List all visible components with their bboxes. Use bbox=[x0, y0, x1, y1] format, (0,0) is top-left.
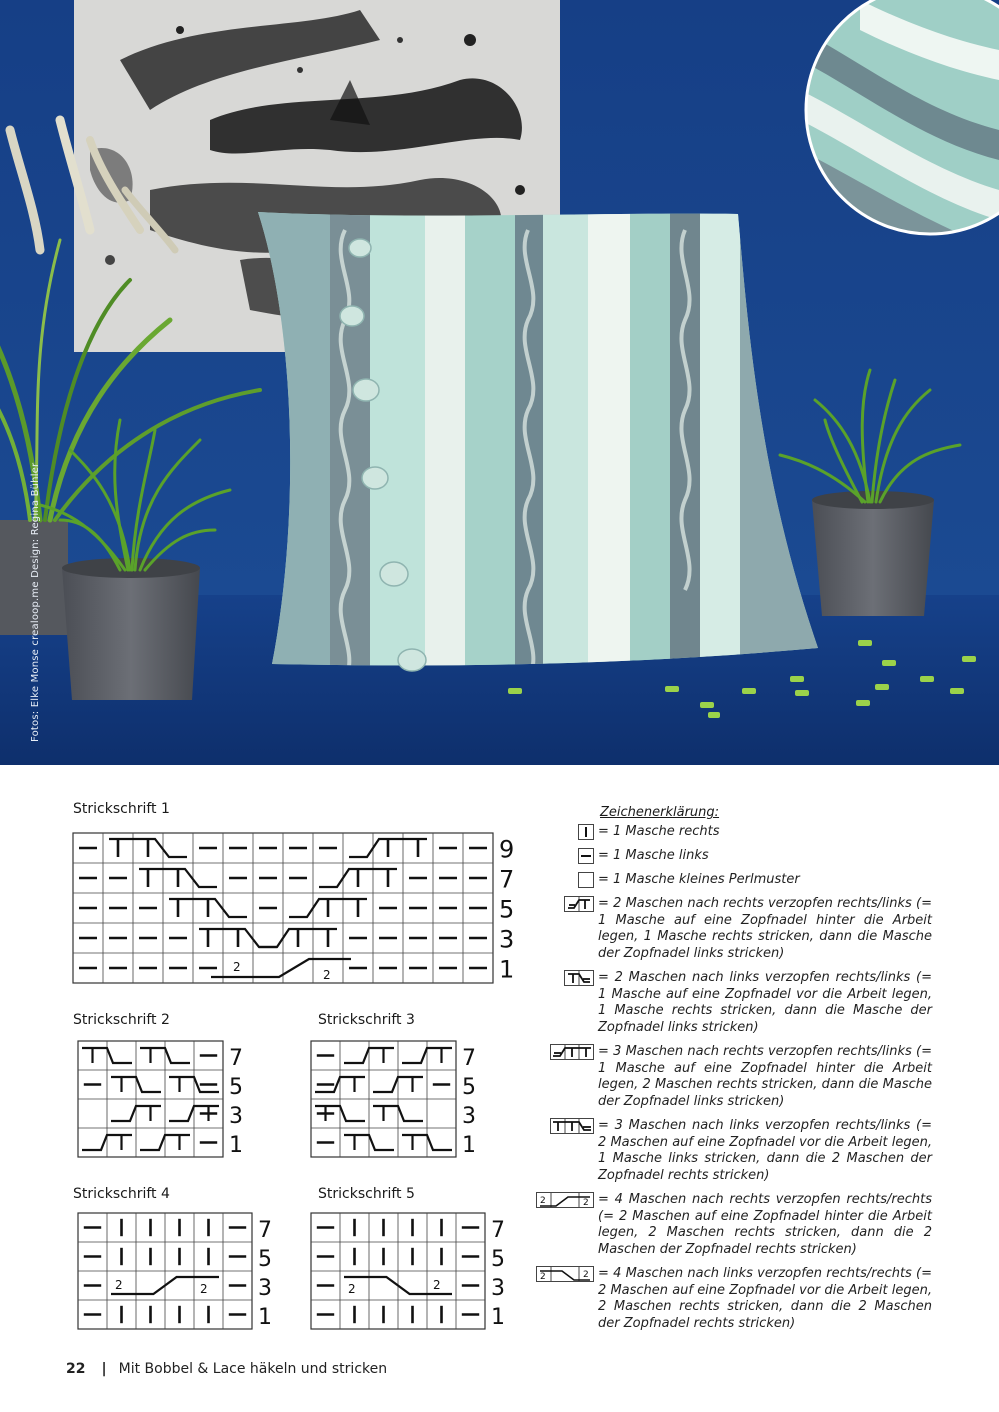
page-footer bbox=[66, 1361, 387, 1377]
cable-count-label: 2 bbox=[433, 1278, 441, 1292]
page-number: 22 bbox=[66, 1361, 86, 1377]
chart-2-title: Strickschrift 2 bbox=[73, 1012, 170, 1028]
cable-count-label: 2 bbox=[540, 1196, 546, 1206]
row-number: 5 bbox=[499, 895, 515, 924]
row-number: 7 bbox=[258, 1217, 272, 1243]
row-number: 9 bbox=[499, 835, 515, 864]
row-number: 1 bbox=[462, 1132, 476, 1158]
row-number: 7 bbox=[491, 1217, 505, 1243]
cable-2-2-right-icon bbox=[536, 1192, 594, 1208]
row-number: 3 bbox=[491, 1275, 505, 1301]
row-number: 3 bbox=[229, 1103, 243, 1129]
knitted-pillow bbox=[250, 200, 830, 680]
row-number: 3 bbox=[499, 925, 515, 954]
cable-2-1-right-icon bbox=[550, 1044, 594, 1060]
cable-count-label: 2 bbox=[583, 1270, 589, 1280]
row-number: 7 bbox=[499, 865, 515, 894]
knitting-chart-4 bbox=[75, 1210, 285, 1335]
chart-5-title: Strickschrift 5 bbox=[318, 1186, 415, 1202]
chart-1-title: Strickschrift 1 bbox=[73, 801, 170, 817]
row-number: 7 bbox=[229, 1045, 243, 1071]
cable-2-1-left-icon bbox=[550, 1118, 594, 1134]
knitting-chart-1 bbox=[70, 830, 520, 985]
footer-separator: | bbox=[101, 1361, 107, 1377]
row-number: 5 bbox=[491, 1246, 505, 1272]
cable-count-label: 2 bbox=[540, 1272, 546, 1282]
publication-title: Mit Bobbel & Lace häkeln und stricken bbox=[118, 1361, 388, 1377]
seed-icon bbox=[578, 872, 594, 888]
row-number: 5 bbox=[462, 1074, 476, 1100]
row-number: 1 bbox=[258, 1304, 272, 1330]
cable-count-label: 2 bbox=[200, 1282, 208, 1296]
row-number: 1 bbox=[229, 1132, 243, 1158]
knitting-chart-5 bbox=[308, 1210, 518, 1335]
cable-count-label: 2 bbox=[233, 960, 241, 974]
photo-credit: Fotos: Elke Monse crealoop.me Design: Regina Bühler bbox=[30, 462, 41, 742]
row-number: 5 bbox=[258, 1246, 272, 1272]
legend-title: Zeichenerklärung: bbox=[600, 805, 720, 820]
row-number: 3 bbox=[258, 1275, 272, 1301]
cable-count-label: 2 bbox=[583, 1198, 589, 1208]
row-number: 7 bbox=[462, 1045, 476, 1071]
cable-2-2-left-icon bbox=[536, 1266, 594, 1282]
cable-1-1-left-icon bbox=[564, 970, 594, 986]
cable-count-label: 2 bbox=[348, 1282, 356, 1296]
purl-icon bbox=[578, 848, 594, 864]
chart-3-title: Strickschrift 3 bbox=[318, 1012, 415, 1028]
row-number: 1 bbox=[499, 955, 515, 984]
row-number: 1 bbox=[491, 1304, 505, 1330]
row-number: 3 bbox=[462, 1103, 476, 1129]
cable-1-1-right-icon bbox=[564, 896, 594, 912]
knit-icon bbox=[578, 824, 594, 840]
cable-count-label: 2 bbox=[323, 968, 331, 982]
chart-4-title: Strickschrift 4 bbox=[73, 1186, 170, 1202]
knitting-chart-2 bbox=[75, 1038, 255, 1163]
row-number: 5 bbox=[229, 1074, 243, 1100]
knitting-chart-3 bbox=[308, 1038, 493, 1163]
cable-count-label: 2 bbox=[115, 1278, 123, 1292]
